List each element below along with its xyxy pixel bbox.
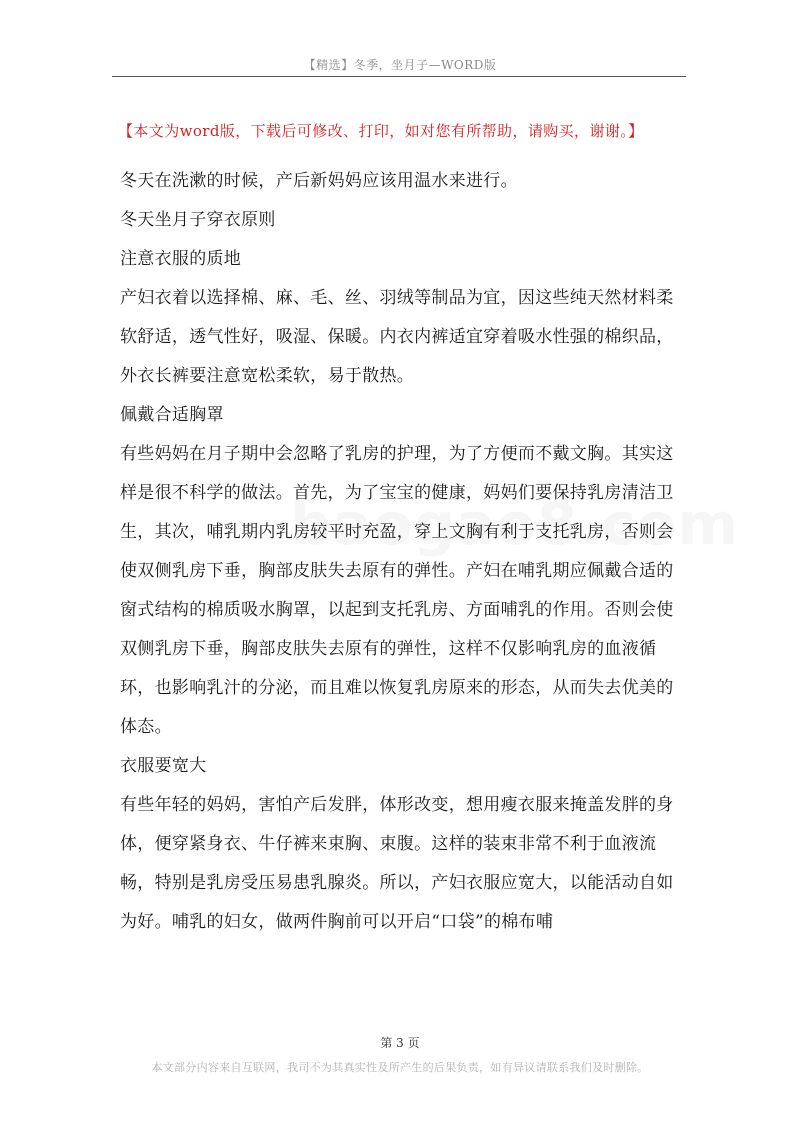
download-notice: 【本文为word版，下载后可修改、打印，如对您有所帮助，请购买，谢谢。】 [118, 122, 644, 140]
paragraph: 冬天在洗漱的时候，产后新妈妈应该用温水来进行。 [120, 171, 518, 191]
document-body [120, 162, 686, 942]
paragraph: 有些年轻的妈妈，害怕产后发胖，体形改变，想用瘦衣服来掩盖发胖的身体，便穿紧身衣、牛仔裤来束胸、束腹。这样的装束非常不利于血液流畅，特别是乳房受压易患乳腺炎。所以，产妇衣服应宽大，以能活动自如为好。哺乳的妇女，做两件胸前可以开启“口袋”的棉布哺 [120, 795, 674, 932]
page-number: 第 3 页 [380, 1036, 420, 1050]
paragraph: 产妇衣着以选择棉、麻、毛、丝、羽绒等制品为宜，因这些纯天然材料柔软舒适，透气性好，吸湿、保暖。内衣内裤适宜穿着吸水性强的棉织品，外衣长裤要注意宽松柔软，易于散热。 [120, 288, 674, 386]
paragraph: 有些妈妈在月子期中会忽略了乳房的护理，为了方便而不戴文胸。其实这样是很不科学的做法。首先，为了宝宝的健康，妈妈们要保持乳房清洁卫生，其次，哺乳期内乳房较平时充盈，穿上文胸有利于支托乳房，否则会使双侧乳房下垂，胸部皮肤失去原有的弹性。产妇在哺乳期应佩戴合适的窗式结构的棉质吸水胸罩，以起到支托乳房、方面哺乳的作用。否则会使双侧乳房下垂，胸部皮肤失去原有的弹性，这样不仅影响乳房的血液循环，也影响乳汁的分泌，而且难以恢复乳房原来的形态，从而失去优美的体态。 [120, 444, 674, 737]
footer-disclaimer: 本文部分内容来自互联网，我司不为其真实性及所产生的后果负责，如有异议请联系我们及时删除。 [151, 1061, 649, 1074]
page-header-title: 【精选】冬季，坐月子—WORD版 [303, 58, 497, 72]
section-heading: 注意衣服的质地 [120, 249, 242, 269]
section-heading: 冬天坐月子穿衣原则 [120, 210, 276, 230]
section-heading: 衣服要宽大 [120, 756, 207, 776]
header-divider [112, 76, 686, 77]
section-heading: 佩戴合适胸罩 [120, 405, 224, 425]
